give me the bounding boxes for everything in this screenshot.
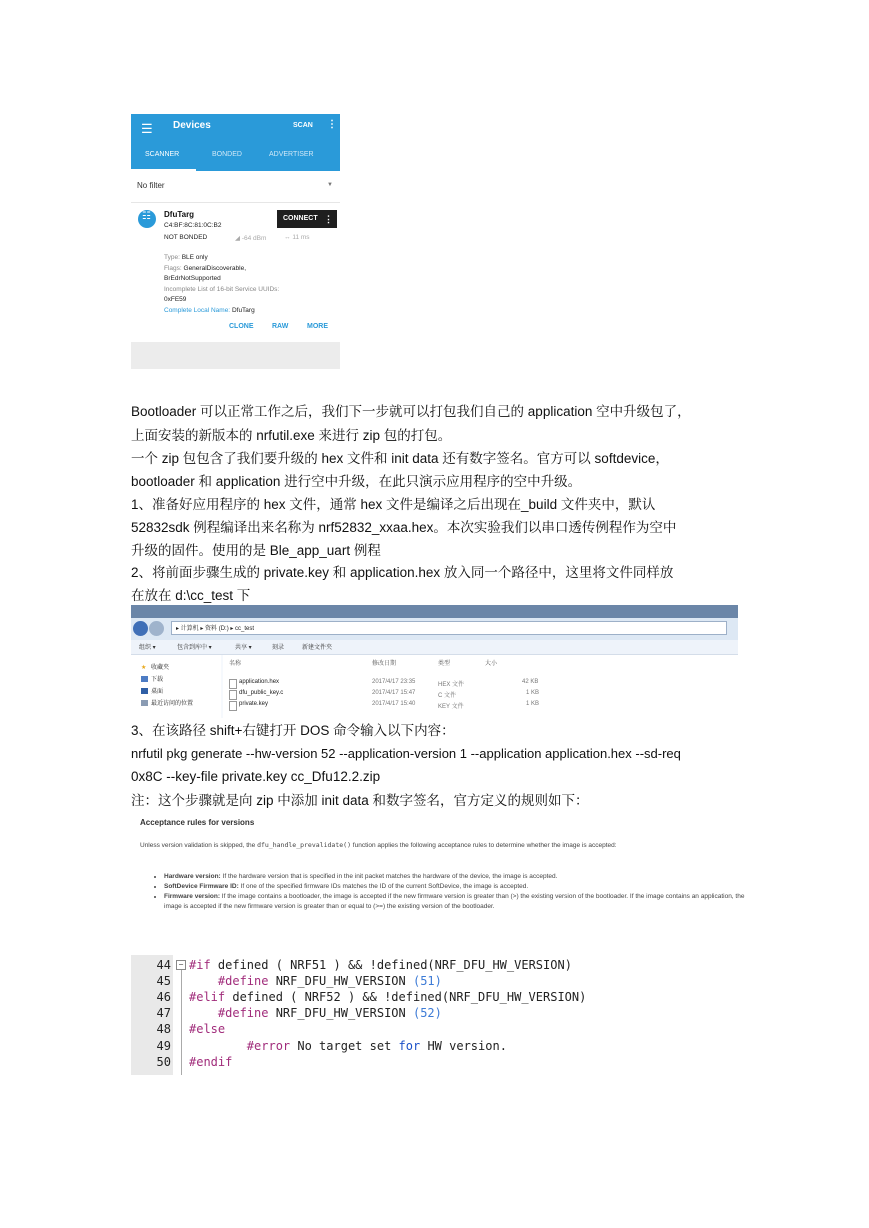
line-number: 44: [156, 958, 171, 972]
list-item: [164, 882, 754, 892]
code-number: (51): [412, 974, 442, 988]
star-icon: ★: [141, 665, 147, 672]
code-text: HW version.: [420, 1039, 507, 1053]
sidebar-item-downloads[interactable]: [141, 674, 163, 683]
fold-toggle-icon[interactable]: −: [176, 960, 186, 970]
line-number: 48: [156, 1022, 171, 1036]
back-icon[interactable]: [133, 621, 148, 636]
uuids-row: [164, 296, 186, 303]
app-title: Devices: [173, 120, 211, 131]
recent-places-icon: [141, 700, 148, 706]
tab-indicator: [131, 169, 196, 171]
filter-label: No filter: [137, 181, 165, 190]
more-button[interactable]: MORE: [307, 323, 328, 330]
file-list: [223, 655, 738, 718]
connect-button[interactable]: [277, 210, 337, 228]
paragraph-line: bootloader 和 application 进行空中升级，在此只演示应用程序的空中升级。: [131, 474, 582, 489]
address-bar-area: [131, 618, 738, 640]
preprocessor: #endif: [189, 1055, 233, 1069]
sidebar-label: 收藏夹: [151, 665, 170, 671]
code-text: NRF_DFU_HW_VERSION: [268, 974, 413, 988]
file-type: C 文件: [438, 693, 457, 699]
column-header-type[interactable]: 类型: [438, 661, 451, 667]
device-name: DfuTarg: [164, 210, 195, 219]
paragraph-line: Bootloader 可以正常工作之后，我们下一步就可以打包我们自己的 application 空中升级包了，: [131, 404, 691, 419]
rssi-text: -64 dBm: [241, 235, 267, 242]
sidebar-label: 桌面: [151, 689, 164, 695]
paragraph-line: 注：这个步骤就是向 zip 中添加 init data 和数字签名，官方定义的规则如下：: [131, 793, 589, 808]
rule-label: Firmware version:: [164, 893, 220, 900]
paragraph-line: 1、准备好应用程序的 hex 文件，通常 hex 文件是编译之后出现在_build 文件夹中，默认: [131, 497, 656, 512]
title-strip: [131, 605, 738, 618]
flags-label: Flags:: [164, 265, 182, 272]
command-line: nrfutil pkg generate --hw-version 52 --application-version 1 --application application.hex --sd-req: [131, 746, 681, 761]
file-icon: [229, 679, 237, 689]
paragraph-line: 52832sdk 例程编译出来名称为 nrf52832_xxaa.hex。本次实验我们以串口透传例程作为空中: [131, 520, 677, 535]
dropdown-arrow-icon: ▼: [327, 182, 333, 188]
line-number: 50: [156, 1055, 171, 1069]
preprocessor: #define: [189, 1006, 269, 1020]
local-name-label: Complete Local Name:: [164, 307, 231, 314]
uuids-label: Incomplete List of 16-bit Service UUIDs:: [164, 286, 280, 293]
preprocessor: #define: [189, 974, 269, 988]
file-name: application.hex: [239, 679, 280, 685]
tab-bar: [131, 150, 340, 171]
connect-label: CONNECT: [283, 215, 318, 222]
preprocessor: #elif: [189, 990, 226, 1004]
line-number: 49: [156, 1039, 171, 1053]
sidebar-item-desktop[interactable]: [141, 686, 163, 695]
paragraph-line: 上面安装的新版本的 nrfutil.exe 来进行 zip 包的打包。: [131, 428, 452, 443]
intro-text: Unless version validation is skipped, the: [140, 842, 258, 849]
file-size: 1 KB: [526, 690, 540, 696]
code-line: [189, 1022, 225, 1036]
tab-advertiser[interactable]: ADVERTISER: [269, 151, 314, 158]
file-icon: [229, 690, 237, 700]
type-row: [164, 254, 208, 261]
file-explorer-screenshot: [131, 605, 738, 718]
explorer-sidebar: [131, 655, 221, 718]
column-header-size[interactable]: 大小: [485, 661, 498, 667]
line-number: 47: [156, 1006, 171, 1020]
download-folder-icon: [141, 676, 148, 682]
address-input[interactable]: ▸ 计算机 ▸ 资料 (D:) ▸ cc_test: [171, 621, 727, 635]
flags-row: [164, 265, 246, 272]
paragraph-line: 3、在该路径 shift+右键打开 DOS 命令输入以下内容：: [131, 723, 455, 738]
bluetooth-device-icon: [138, 210, 156, 228]
rule-label: Hardware version:: [164, 873, 221, 880]
line-number: 45: [156, 974, 171, 988]
code-line: [189, 1006, 442, 1020]
forward-icon[interactable]: [149, 621, 164, 636]
file-date: 2017/4/17 15:47: [372, 690, 416, 696]
tab-bonded[interactable]: BONDED: [212, 151, 242, 158]
paragraph-line: 升级的固件。使用的是 Ble_app_uart 例程: [131, 543, 381, 558]
file-date: 2017/4/17 15:40: [372, 701, 416, 707]
file-size: 1 KB: [526, 701, 540, 707]
new-folder-button[interactable]: 新建文件夹: [302, 645, 333, 651]
fold-guide: [181, 970, 182, 1075]
tab-scanner[interactable]: SCANNER: [145, 151, 180, 158]
rules-title: Acceptance rules for versions: [140, 818, 255, 827]
paragraph-line: 2、将前面步骤生成的 private.key 和 application.hex 放入同一个路径中，这里将文件同样放: [131, 565, 674, 580]
code-keyword: for: [398, 1039, 421, 1053]
flags-value: GeneralDiscoverable,: [183, 265, 247, 272]
code-text: No target set: [290, 1039, 399, 1053]
bond-state: NOT BONDED: [164, 234, 208, 241]
rules-intro: [140, 840, 730, 851]
code-line: [189, 1039, 507, 1053]
code-text: defined ( NRF51 ) && !defined(NRF_DFU_HW_VERSION): [210, 958, 572, 972]
code-line: [189, 974, 442, 988]
file-type: HEX 文件: [438, 682, 465, 688]
file-icon: [229, 701, 237, 711]
code-screenshot: [131, 955, 641, 1075]
column-header-date[interactable]: 修改日期: [372, 661, 397, 667]
nrf-connect-screenshot: [131, 114, 340, 369]
sidebar-item-recent[interactable]: [141, 698, 193, 707]
sidebar-label: 下载: [151, 677, 164, 683]
code-line: [189, 958, 572, 972]
clone-button[interactable]: CLONE: [229, 323, 254, 330]
organize-button[interactable]: 组织 ▾: [139, 645, 156, 651]
preprocessor: #if: [189, 958, 211, 972]
code-number: (52): [412, 1006, 442, 1020]
more-vert-icon[interactable]: ⋮: [327, 119, 337, 130]
flags-value-2: BrEdrNotSupported: [164, 275, 221, 282]
intro-text: function applies the following acceptance rules to determine whether the image is accepted:: [350, 842, 617, 849]
local-name-row: [164, 307, 255, 314]
scan-button[interactable]: SCAN: [293, 122, 313, 129]
rssi-value: ◢ -64 dBm: [235, 235, 267, 242]
preprocessor: #else: [189, 1022, 226, 1036]
code-text: defined ( NRF52 ) && !defined(NRF_DFU_HW_VERSION): [225, 990, 587, 1004]
command-line: 0x8C --key-file private.key cc_Dfu12.2.zip: [131, 769, 381, 784]
file-date: 2017/4/17 23:35: [372, 679, 416, 685]
burn-button[interactable]: 刻录: [272, 645, 285, 651]
explorer-toolbar: [131, 640, 738, 655]
sidebar-label: 最近访问的位置: [151, 701, 194, 707]
device-address: C4:BF:8C:81:0C:B2: [164, 222, 222, 229]
rule-text: If the image contains a bootloader, the image is accepted if the new firmware version is greater than (>) the existing version of the bootloader. If the image contains an application, the image is accepted if the new firmware version is greater than or equal to (>=) the existing version of the bootloader.: [164, 893, 745, 910]
filter-dropdown[interactable]: [131, 172, 340, 203]
app-bar: [131, 114, 340, 171]
list-item: [164, 872, 754, 882]
list-item: [164, 892, 754, 912]
type-label: Type:: [164, 254, 180, 261]
file-type: KEY 文件: [438, 704, 464, 710]
rule-text: If one of the specified firmware IDs matches the ID of the current SoftDevice, the image is accepted.: [238, 883, 529, 890]
file-name: dfu_public_key.c: [239, 690, 284, 696]
preprocessor: #error: [189, 1039, 291, 1053]
include-in-library-button[interactable]: 包含到库中 ▾: [177, 645, 212, 651]
code-line: [189, 990, 586, 1004]
desktop-icon: [141, 688, 148, 694]
code-text: NRF_DFU_HW_VERSION: [268, 1006, 413, 1020]
paragraph-line: 一个 zip 包包含了我们要升级的 hex 文件和 init data 还有数字签名。官方可以 softdevice，: [131, 451, 669, 466]
type-value: BLE only: [181, 254, 208, 261]
sidebar-item-favorites[interactable]: [141, 662, 169, 671]
function-name: dfu_handle_prevalidate(): [257, 841, 351, 849]
rules-list: [140, 872, 754, 912]
menu-icon[interactable]: ☰: [141, 121, 153, 136]
raw-button[interactable]: RAW: [272, 323, 289, 330]
local-name-value: DfuTarg: [231, 307, 255, 314]
flags-row-2: [164, 275, 221, 282]
rule-label: SoftDevice Firmware ID:: [164, 883, 239, 890]
column-header-name[interactable]: 名称: [229, 661, 242, 667]
code-line: [189, 1055, 232, 1069]
share-button[interactable]: 共享 ▾: [235, 645, 252, 651]
paragraph-line: 在放在 d:\cc_test 下: [131, 588, 251, 603]
file-size: 42 KB: [522, 679, 539, 685]
file-name: private.key: [239, 701, 269, 707]
interval-value: ↔ 11 ms: [284, 234, 310, 241]
uuids-value: 0xFE59: [164, 296, 187, 303]
connect-more-icon[interactable]: ⋮: [324, 214, 333, 224]
line-number: 46: [156, 990, 171, 1004]
list-footer: [131, 342, 340, 369]
rule-text: If the hardware version that is specified in the init packet matches the hardware of the device, the image is accepted.: [220, 873, 558, 880]
interval-text: 11 ms: [292, 234, 310, 241]
